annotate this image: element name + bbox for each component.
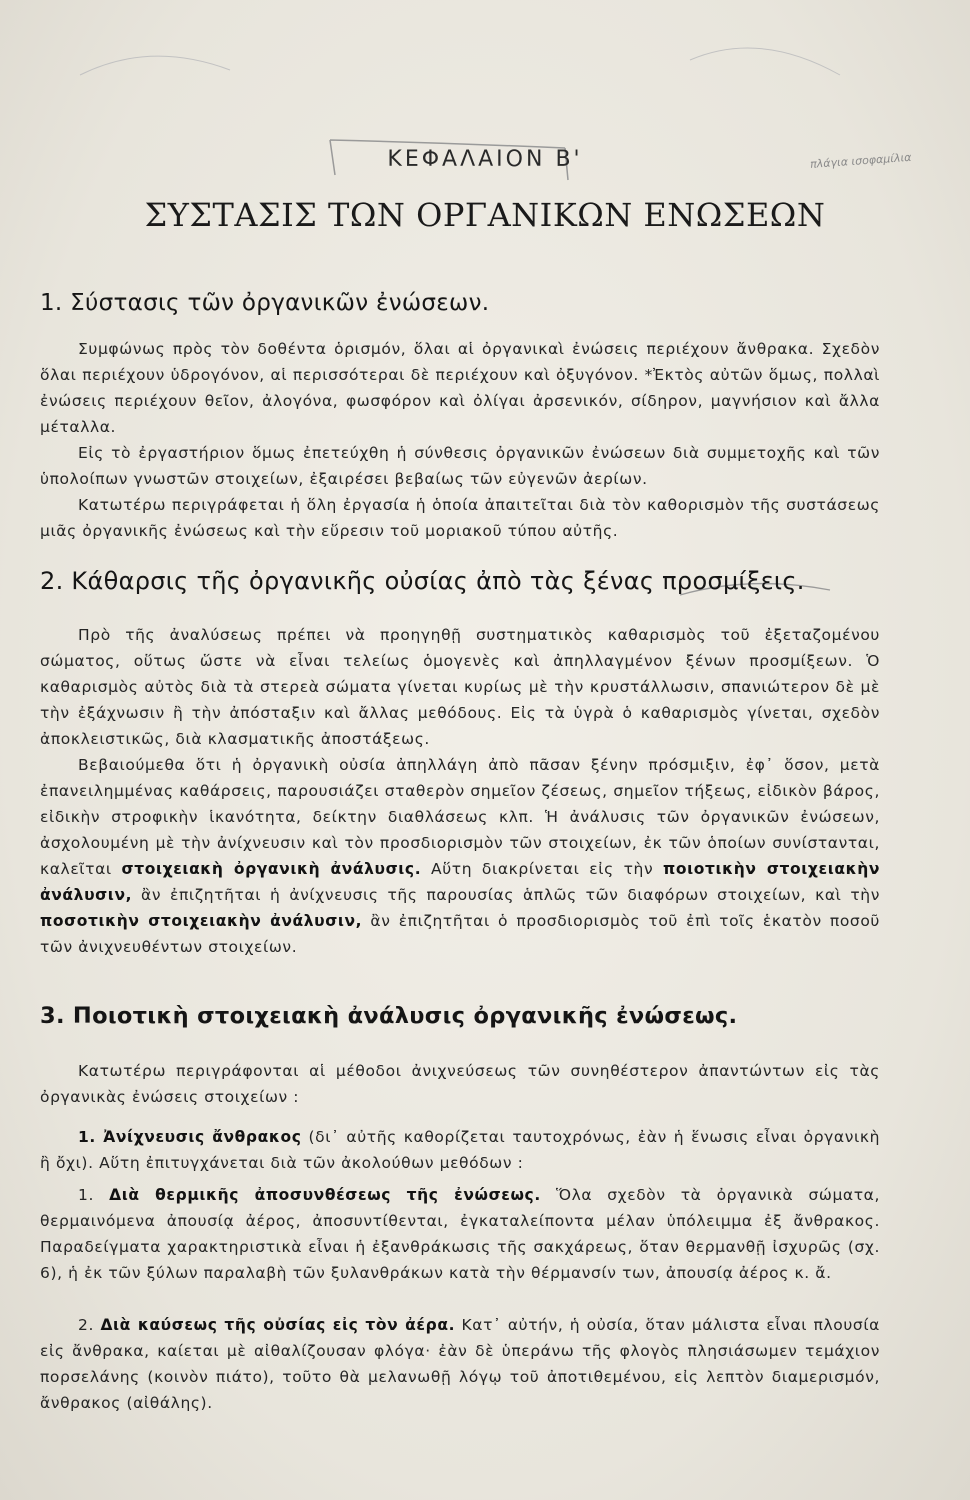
section-2-text-c: ἂν ἐπιζητῆται ἡ ἀνίχνευσις τῆς παρουσίας ἁπλῶς τῶν διαφόρων στοιχείων, καὶ τὴν — [141, 886, 880, 904]
section-3-heading: 3. Ποιοτικὴ στοιχειακὴ ἀνάλυσις ὀργανικῆς ἐνώσεως. — [40, 1003, 738, 1029]
section-1-paragraph-3: Κατωτέρω περιγράφεται ἡ ὅλη ἐργασία ἡ ὁποία ἀπαιτεῖται διὰ τὸν καθορισμὸν τῆς συστάσεως μιᾶς ὀργανικῆς ἐνώσεως καὶ τὴν εὕρεσιν τοῦ μοριακοῦ τύπου αὐτῆς. — [40, 496, 880, 540]
method-2-title: Διὰ καύσεως τῆς οὐσίας εἰς τὸν ἀέρα. — [100, 1316, 456, 1334]
handwritten-note: πλάγια ισοφαμίλια — [809, 150, 912, 171]
term-quantitative-analysis: ποσοτικὴν στοιχειακὴν ἀνάλυσιν, — [40, 912, 363, 930]
section-1-paragraph-2: Εἰς τὸ ἐργαστήριον ὅμως ἐπετεύχθη ἡ σύνθεσις ὀργανικῶν ἐνώσεων διὰ συμμετοχῆς καὶ τῶν ὑπολοίπων γνωστῶν στοιχείων, ἐξαιρέσει βεβαίως τῶν εὐγενῶν ἀερίων. — [40, 444, 880, 488]
chapter-title: ΣΥΣΤΑΣΙΣ ΤΩΝ ΟΡΓΑΝΙΚΩΝ ΕΝΩΣΕΩΝ — [144, 196, 826, 234]
section-2-text-d: ἂν ἐπιζητῆται ὁ προσδιορισμὸς τοῦ ἐπὶ τοῖς ἑκατὸν ποσοῦ τῶν ἀνιχνευθέντων στοιχείων. — [40, 912, 880, 956]
carbon-detection-item — [40, 1124, 880, 1176]
section-2-text-b: Αὕτη διακρίνεται εἰς τὴν — [431, 860, 654, 878]
chapter-label: ΚΕΦΑΛΑΙΟΝ Β' — [387, 147, 583, 172]
carbon-detection-title: 1. Ἀνίχνευσις ἄνθρακος — [78, 1128, 302, 1146]
section-2-paragraph-1: Πρὸ τῆς ἀναλύσεως πρέπει νὰ προηγηθῇ συστηματικὸς καθαρισμὸς τοῦ ἐξεταζομένου σώματος, οὕτως ὥστε νὰ εἶναι τελείως ὁμογενὲς καὶ ἀπηλλαγμένον ξένων προσμίξεων. Ὁ καθαρισμὸς αὐτὸς διὰ τὰ στερεὰ σώματα γίνεται κυρίως μὲ τὴν κρυστάλλωσιν, σπανιώτερον δὲ μὲ τὴν ἐξάχνωσιν ἢ τὴν ἀπόσταξιν καὶ ἄλλας μεθόδους. Εἰς τὰ ὑγρὰ ὁ καθαρισμὸς γίνεται, σχεδὸν ἀποκλειστικῶς, διὰ κλασματικῆς ἀποστάξεως. — [40, 626, 880, 748]
section-1-heading: 1. Σύστασις τῶν ὀργανικῶν ἐνώσεων. — [40, 290, 490, 316]
section-2-paragraph-2 — [40, 752, 880, 960]
method-1-text: Ὅλα σχεδὸν τὰ ὀργανικὰ σώματα, θερμαινόμενα ἀπουσίᾳ ἀέρος, ἀποσυντίθενται, ἐγκαταλείποντα μέλαν ὑπόλειμμα ἐξ ἄνθρακος. Παραδείγματα χαρακτηριστικὰ εἶναι ἡ ἐξανθράκωσις τῆς σακχάρεως, ὅταν θερμανθῇ ἰσχυρῶς (σχ. 6), ἡ ἐκ τῶν ξύλων παραλαβὴ τῶν ξυλανθράκων κατὰ τὴν θέρμανσίν των, ἀπουσίᾳ ἀέρος κ. ἄ. — [40, 1186, 881, 1282]
section-1-paragraph-1: Συμφώνως πρὸς τὸν δοθέντα ὁρισμόν, ὅλαι αἱ ὀργανικαὶ ἐνώσεις περιέχουν ἄνθρακα. Σχεδὸν ὅλαι περιέχουν ὑδρογόνον, αἱ περισσότεραι δὲ περιέχουν καὶ ὀξυγόνον. *Ἐκτὸς αὐτῶν ὅμως, πολλαὶ ἐνώσεις περιέχουν θεῖον, ἀλογόνα, φωσφόρον καὶ ὀλίγαι ἀρσενικόν, σίδηρον, μαγνήσιον καὶ ἄλλα μέταλλα. — [40, 340, 880, 436]
term-elemental-analysis: στοιχειακὴ ὀργανικὴ ἀνάλυσις. — [121, 860, 422, 878]
term-qualitative-analysis: ποιοτικὴν στοιχειακὴν ἀνάλυσιν, — [40, 860, 880, 904]
method-2 — [40, 1312, 880, 1416]
section-2-heading: 2. Κάθαρσις τῆς ὀργανικῆς οὐσίας ἀπὸ τὰς ξένας προσμίξεις. — [40, 567, 805, 595]
method-1-number: 1. — [78, 1186, 94, 1204]
method-1-title: Διὰ θερμικῆς ἀποσυνθέσεως τῆς ἐνώσεως. — [109, 1186, 541, 1204]
carbon-detection-text: (δι᾿ αὐτῆς καθορίζεται ταυτοχρόνως, ἐὰν ἡ ἕνωσις εἶναι ὀργανικὴ ἢ ὄχι). Αὕτη ἐπιτυγχάνεται διὰ τῶν ἀκολούθων μεθόδων : — [40, 1128, 880, 1172]
section-3-intro: Κατωτέρω περιγράφονται αἱ μέθοδοι ἀνιχνεύσεως τῶν συνηθέστερον ἀπαντώντων εἰς τὰς ὀργανικὰς ἐνώσεις στοιχείων : — [40, 1062, 880, 1106]
method-2-number: 2. — [78, 1316, 94, 1334]
section-2-text-a: Βεβαιούμεθα ὅτι ἡ ὀργανικὴ οὐσία ἀπηλλάγη ἀπὸ πᾶσαν ξένην πρόσμιξιν, ἐφ᾿ ὅσον, μετὰ ἐπανειλημμένας καθάρσεις, παρουσιάζει σταθερὸν σημεῖον ζέσεως, σημεῖον τήξεως, εἰδικὸν βάρος, εἰδικὴν στροφικὴν ἱκανότητα, δείκτην διαθλάσεως κλπ. Ἡ ἀνάλυσις τῶν ὀργανικῶν ἐνώσεων, ἀσχολουμένη μὲ τὴν ἀνίχνευσιν καὶ τὸν προσδιορισμὸν τῶν στοιχείων, ἐκ τῶν ὁποίων συνίστανται, καλεῖται — [40, 756, 880, 878]
method-1 — [40, 1182, 880, 1286]
method-2-text: Κατ᾿ αὐτήν, ἡ οὐσία, ὅταν μάλιστα εἶναι πλουσία εἰς ἄνθρακα, καίεται μὲ αἰθαλίζουσαν φλόγα· ἐὰν δὲ ὑπεράνω τῆς φλογὸς πλησιάσωμεν τεμάχιον πορσελάνης (κοινὸν πιάτο), τοῦτο θὰ μελανωθῇ λόγῳ τοῦ ἀποτιθεμένου, εἰς λεπτὸν διαμερισμόν, ἄνθρακος (αἰθάλης). — [40, 1316, 880, 1412]
